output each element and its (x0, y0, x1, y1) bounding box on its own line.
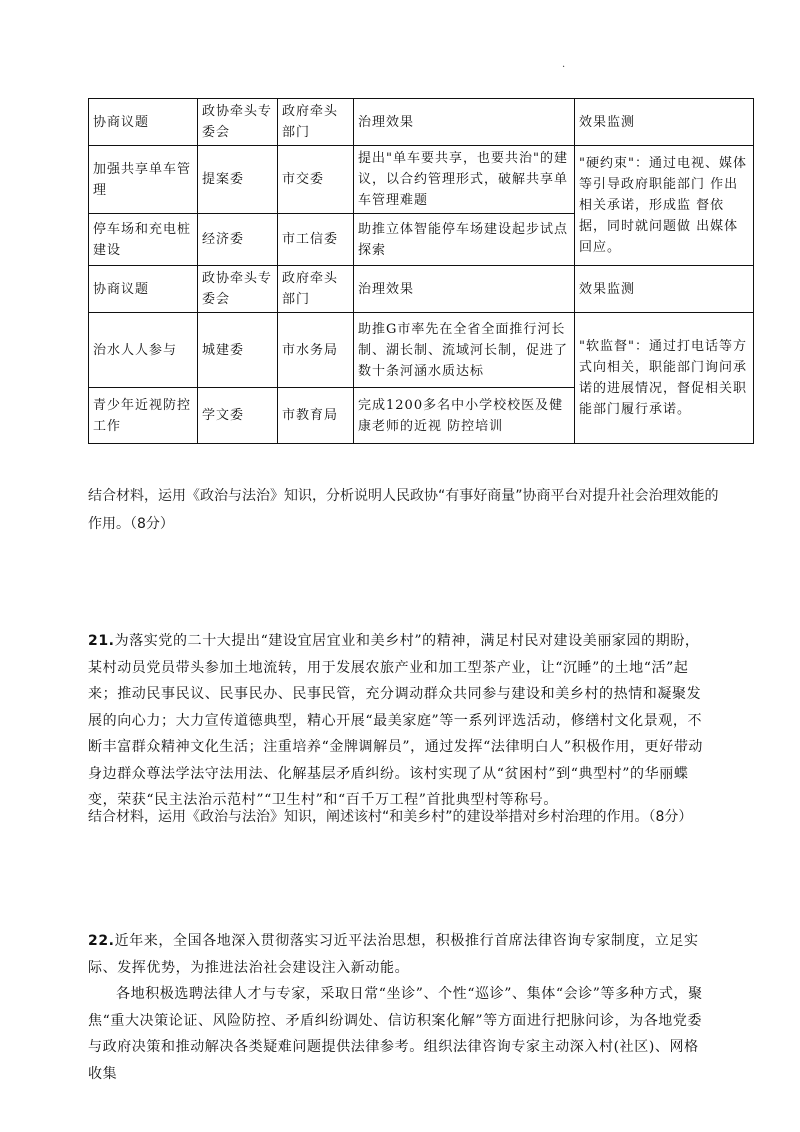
dept-cell: 市教育局 (278, 388, 354, 444)
header-cell: 协商议题 (89, 99, 198, 146)
committee-cell: 提案委 (198, 146, 278, 214)
header-cell: 效果监测 (575, 266, 754, 313)
effect-cell: 助推立体智能停车场建设起步试点探索 (354, 214, 575, 266)
header-cell: 效果监测 (575, 99, 754, 146)
header-cell: 政协牵头专委会 (198, 266, 278, 313)
q21-number: 21. (88, 633, 115, 649)
committee-cell: 城建委 (198, 313, 278, 388)
q22-number: 22. (88, 933, 115, 949)
header-cell: 协商议题 (89, 266, 198, 313)
dept-cell: 市工信委 (278, 214, 354, 266)
effect-cell: 助推G市率先在全省全面推行河长制、湖长制、流域河长制，促进了数十条河涵水质达标 (354, 313, 575, 388)
header-cell: 治理效果 (354, 266, 575, 313)
table-header-row (89, 99, 754, 146)
monitoring-cell: "硬约束"：通过电视、媒体等引导政府职能部门 作出相关承诺，形成监 督依据，同时就问题做 出媒体回应。 (575, 146, 754, 266)
topic-cell: 青少年近视防控工作 (89, 388, 198, 444)
committee-cell: 经济委 (198, 214, 278, 266)
committee-cell: 学文委 (198, 388, 278, 444)
q21-prompt: 结合材料，运用《政治与法治》知识，阐述该村“和美乡村”的建设举措对乡村治理的作用。（8分） (88, 809, 693, 825)
table-row (89, 313, 754, 388)
q21-text: 为落实党的二十大提出“建设宜居宜业和美乡村”的精神，满足村民对建设美丽家园的期盼，某村动员党员带头参加土地流转，用于发展农旅产业和加工型茶产业，让“沉睡”的土地“活”起来；推动民事民议、民事民办、民事民管，充分调动群众共同参与建设和美乡村的热情和凝聚发展的向心力；大力宣传道德典型，精心开展“最美家庭”等一系列评选活动，修缮村文化景观，不断丰富群众精神文化生活；注重培养“金牌调解员”，通过发挥“法律明白人”积极作用，更好带动身边群众尊法学法守法用法、化解基层矛盾纠纷。该村实现了从“贫困村”到“典型村”的华丽蝶变，荣获“民主法治示范村”“卫生村”和“百千万工程”首批典型村等称号。 (88, 633, 704, 808)
q20-prompt: 结合材料，运用《政治与法治》知识，分析说明人民政协“有事好商量”协商平台对提升社会治理效能的作用。（8分） (88, 488, 719, 532)
topic-cell: 加强共享单车管理 (89, 146, 198, 214)
dept-cell: 市交委 (278, 146, 354, 214)
table-header-row (89, 266, 754, 313)
q21-material (88, 628, 713, 814)
dept-cell: 市水务局 (278, 313, 354, 388)
table-row (89, 146, 754, 214)
header-cell: 政府牵头部门 (278, 99, 354, 146)
header-cell: 治理效果 (354, 99, 575, 146)
header-cell: 政协牵头专委会 (198, 99, 278, 146)
header-cell: 政府牵头部门 (278, 266, 354, 313)
consultation-table (88, 98, 754, 444)
q22-paragraph: 各地积极选聘法律人才与专家，采取日常“坐诊”、个性“巡诊”、集体“会诊”等多种方式，聚焦“重大决策论证、风险防控、矛盾纠纷调处、信访积案化解”等方面进行把脉问诊，为各地党委与政府决策和推动解决各类疑难问题提供法律参考。组织法律咨询专家主动深入村(社区)、网格收集 (88, 986, 703, 1082)
effect-cell: 完成1200多名中小学校校医及健康老师的近视 防控培训 (354, 388, 575, 444)
effect-cell: 提出"单车要共享，也要共治"的建议，以合约管理形式，破解共享单车管理难题 (354, 146, 575, 214)
q22-intro (88, 928, 713, 981)
topic-cell: 停车场和充电桩建设 (89, 214, 198, 266)
q22-intro-text: 近年来，全国各地深入贯彻落实习近平法治思想，积极推行首席法律咨询专家制度，立足实际、发挥优势，为推进法治社会建设注入新动能。 (88, 933, 699, 976)
monitoring-cell: "软监督"：通过打电话等方式向相关，职能部门询问承诺的进展情况，督促相关职能部门履行承诺。 (575, 313, 754, 444)
page-mark: · (562, 62, 566, 73)
topic-cell: 治水人人参与 (89, 313, 198, 388)
